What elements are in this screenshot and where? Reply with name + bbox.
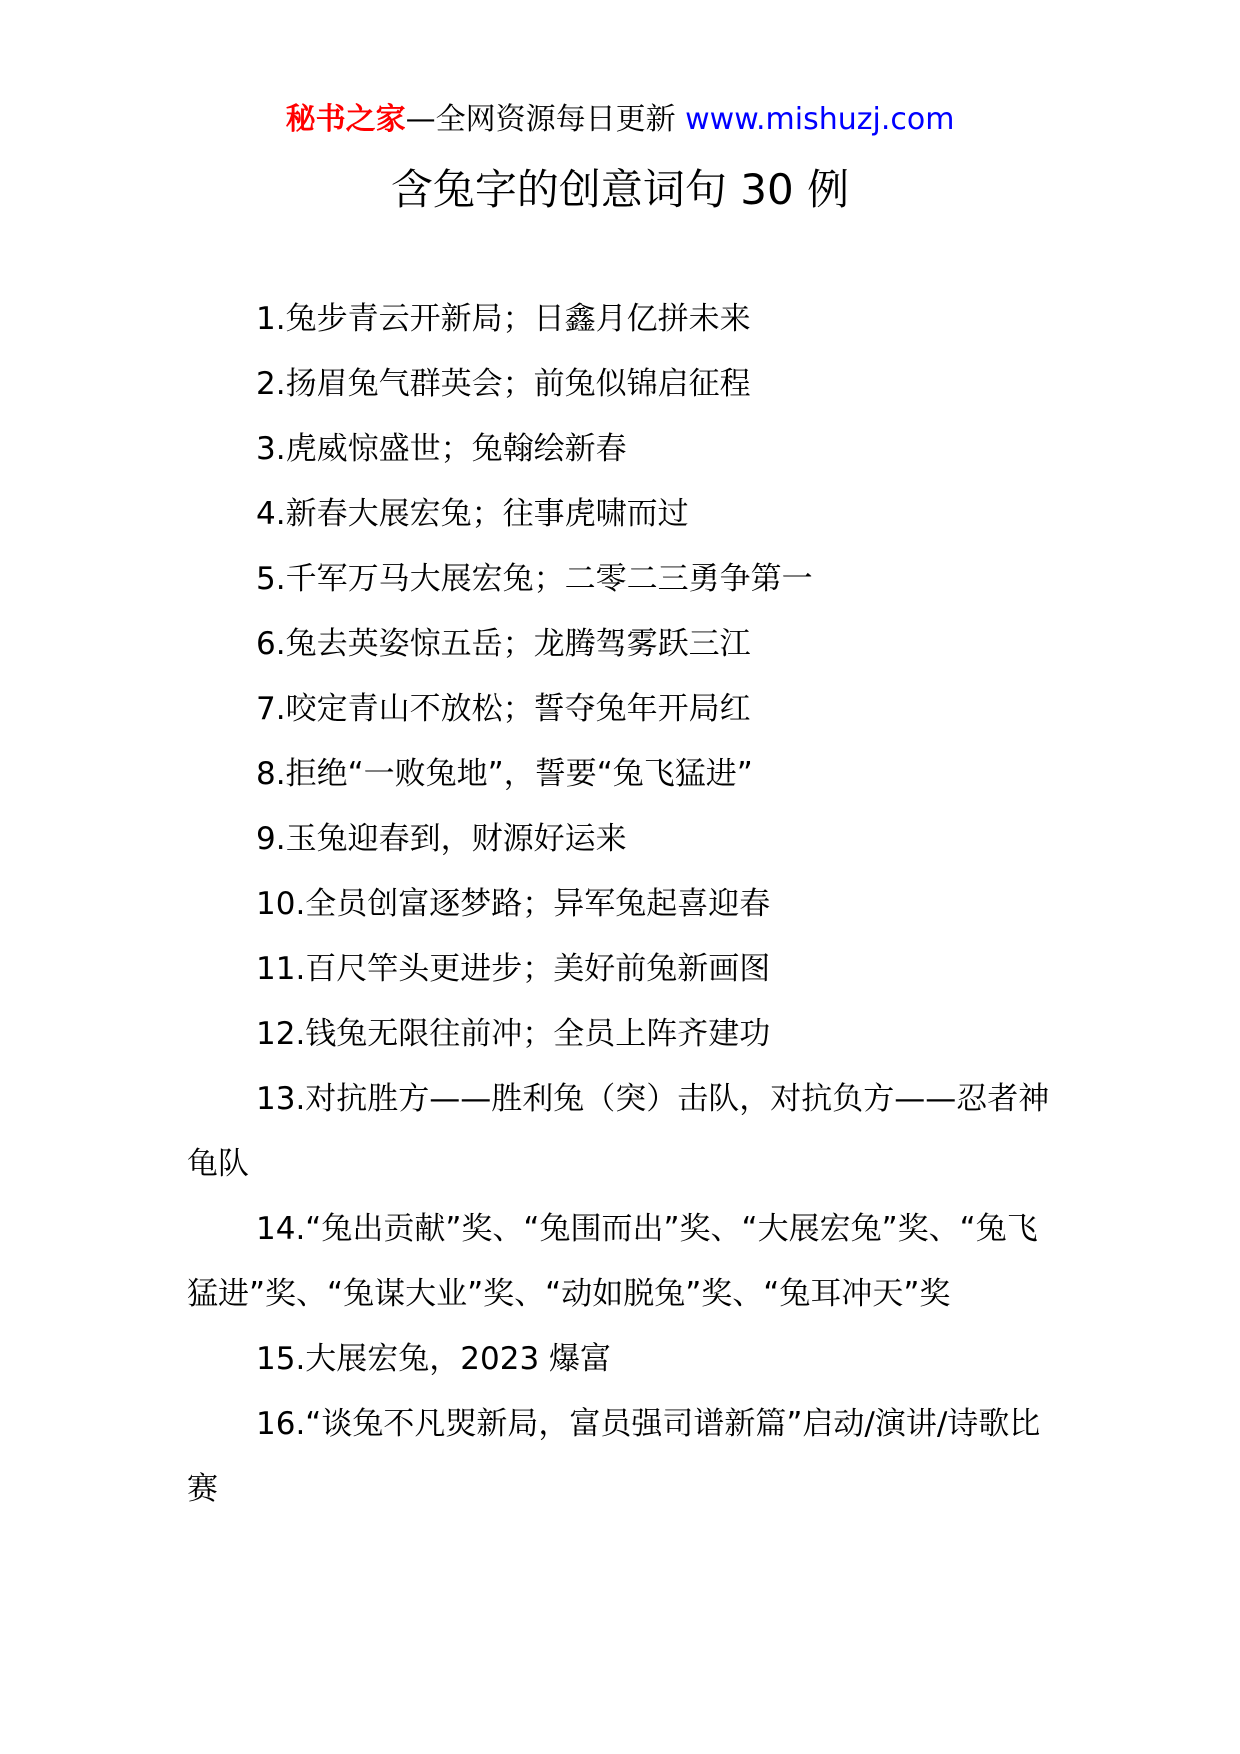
list-item: 12.钱兔无限往前冲；全员上阵齐建功 (256, 1016, 771, 1052)
document-title: 含兔字的创意词句 30 例 (390, 165, 850, 214)
site-header (0, 98, 1240, 142)
list-item: 4.新春大展宏兔；往事虎啸而过 (256, 496, 689, 532)
list-item: 16.“谈兔不凡焸新局，富员强司谱新篇”启动/演讲/诗歌比赛 (187, 1406, 1041, 1507)
list-item: 11.百尺竿头更进步；美好前兔新画图 (256, 951, 771, 987)
list-item: 13.对抗胜方——胜利兔（突）击队，对抗负方——忍者神龟队 (187, 1081, 1050, 1182)
brand-name: 秘书之家 (285, 102, 406, 137)
list-item: 8.拒绝“一败兔地”，誓要“兔飞猛进” (256, 756, 753, 792)
list-item: 14.“兔出贡献”奖、“兔围而出”奖、“大展宏兔”奖、“兔飞猛进”奖、“兔谋大业”奖、“动如脱兔”奖、“兔耳冲天”奖 (187, 1211, 1038, 1312)
list-item: 10.全员创富逐梦路；异军兔起喜迎春 (256, 886, 771, 922)
list-item: 6.兔去英姿惊五岳；龙腾驾雾跃三江 (256, 626, 751, 662)
phrase-list (187, 287, 1057, 1522)
list-item: 1.兔步青云开新局；日鑫月亿拼未来 (256, 301, 751, 337)
list-item: 7.咬定青山不放松；誓夺兔年开局红 (256, 691, 751, 727)
list-item: 3.虎威惊盛世；兔翰绘新春 (256, 431, 627, 467)
list-item: 9.玉兔迎春到，财源好运来 (256, 821, 627, 857)
list-item: 5.千军万马大展宏兔；二零二三勇争第一 (256, 561, 813, 597)
list-item: 2.扬眉兔气群英会；前兔似锦启征程 (256, 366, 751, 402)
header-tagline: —全网资源每日更新 (405, 102, 686, 137)
list-item: 15.大展宏兔，2023 爆富 (256, 1341, 612, 1377)
site-url-link[interactable]: www.mishuzj.com (685, 102, 955, 137)
